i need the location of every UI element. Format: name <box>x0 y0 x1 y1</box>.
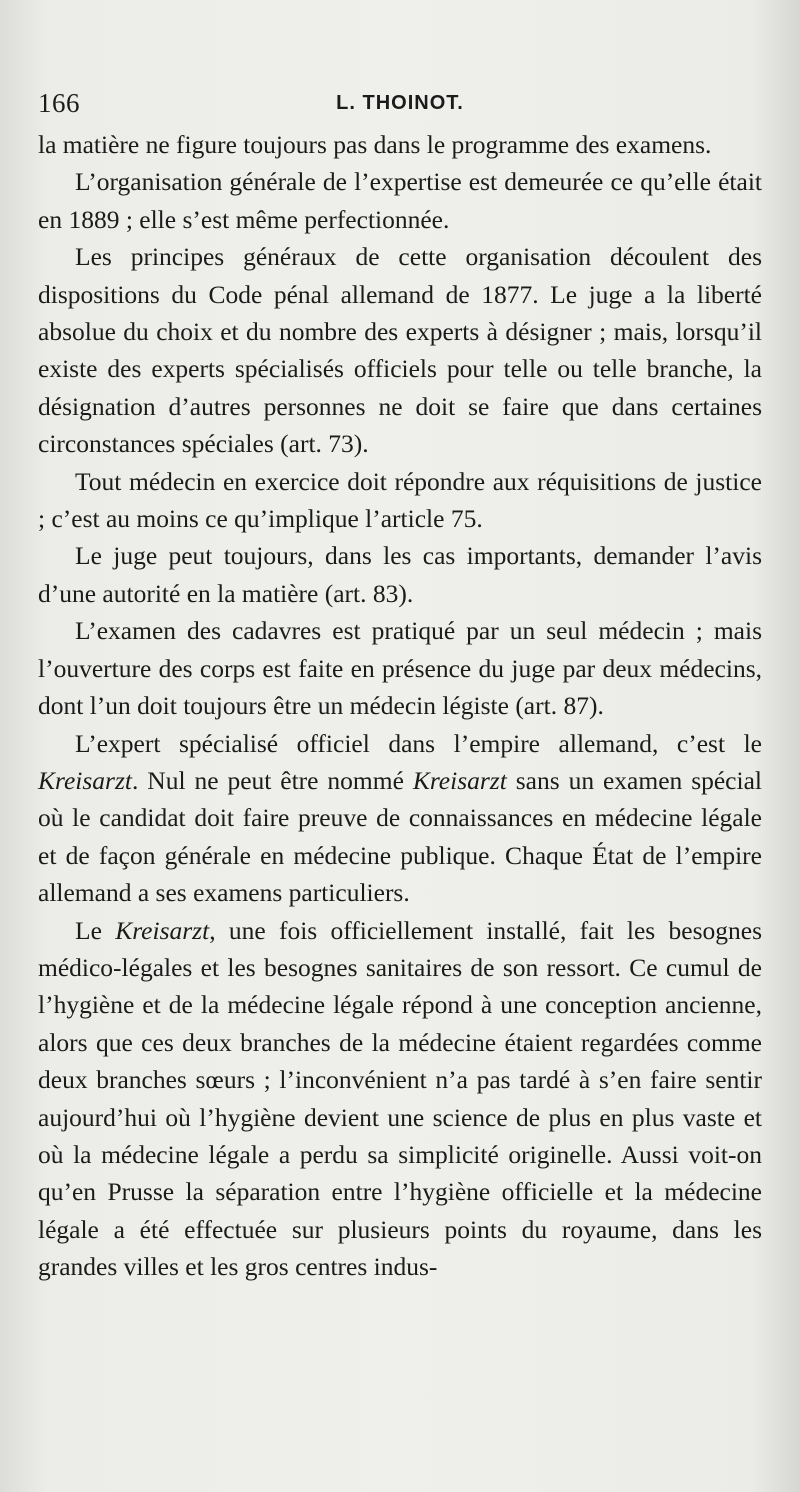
text-segment: L’expert spécialisé officiel dans l’empire allemand, c’est le <box>75 728 762 758</box>
text-segment: sans un examen spécial où le candidat doit faire preuve de connaissances en médecine légale et de façon générale en médecine publique. Chaque État de l’empire allemand a ses examens particuliers. <box>38 765 762 908</box>
body-text <box>38 126 762 1286</box>
paragraph <box>38 725 762 912</box>
italic-term: Kreisarzt <box>38 765 132 795</box>
paragraph <box>38 612 762 724</box>
text-segment: Le juge peut toujours, dans les cas importants, demander l’avis d’une autorité en la matière (art. 83). <box>38 541 762 608</box>
text-segment: Tout médecin en exercice doit répondre aux réquisitions de justice ; c’est au moins ce qu’implique l’article 75. <box>38 466 762 534</box>
text-segment: Le <box>75 915 116 945</box>
text-segment: L’examen des cadavres est pratiqué par un seul médecin ; mais l’ouverture des corps est faite en présence du juge par deux médecins, dont l’un doit toujours être un médecin légiste (art. 87). <box>38 616 762 721</box>
page-header <box>38 82 762 120</box>
paragraph <box>38 537 762 612</box>
paragraph <box>38 126 762 163</box>
text-segment: , une fois officiellement installé, fait les besognes médico-légales et les besognes sanitaires de son ressort. Ce cumul de l’hygiène et de la médecine légale répond à une conception ancienne, alors que ces deux branches de la médecine étaient regardées comme deux branches sœurs ; l’inconvénient n’a pas tardé à s’en faire sentir aujourd’hui où l’hygiène devient une science de plus en plus vaste et où la médecine légale a perdu sa simplicité originelle. Aussi voit-on qu’en Prusse la séparation entre l’hygiène officielle et la médecine légale a été effectuée sur plusieurs points du royaume, dans les grandes villes et les gros centres indus- <box>38 915 762 1282</box>
paragraph <box>38 163 762 238</box>
text-segment: . Nul ne peut être nommé <box>132 765 413 795</box>
text-segment: la matière ne figure toujours pas dans le programme des examens. <box>38 130 712 159</box>
italic-term: Kreisarzt <box>115 915 210 945</box>
running-title: L. THOINOT. <box>336 92 464 114</box>
text-segment: L’organisation générale de l’expertise est demeurée ce qu’elle était en 1889 ; elle s’est même perfectionnée. <box>38 167 762 234</box>
italic-term: Kreisarzt <box>412 765 507 795</box>
page-number: 166 <box>38 88 80 118</box>
text-segment: Les principes généraux de cette organisation découlent des dispositions du Code pénal allemand de 1877. Le juge a la liberté absolue du choix et du nombre des experts à désigner ; mais, lorsqu’il existe des experts spécialisés officiels pour telle ou telle branche, la désignation d’autres personnes ne doit se faire que dans certaines circonstances spéciales (art. 73). <box>38 242 762 459</box>
paragraph <box>38 912 762 1286</box>
paragraph <box>38 238 762 462</box>
paragraph <box>38 463 762 538</box>
